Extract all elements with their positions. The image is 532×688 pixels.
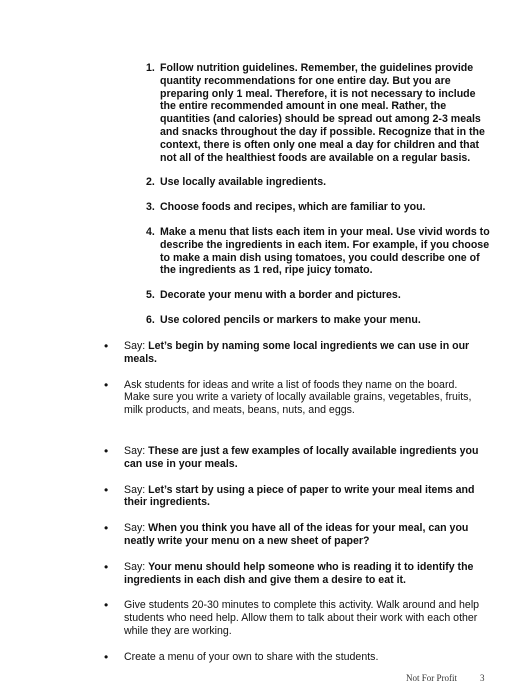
say-label: Say: xyxy=(124,522,149,535)
instruction-text: Give students 20-30 minutes to complete this activity. Walk around and help students who need help. Allow them to talk about their work with each other while they are working. xyxy=(124,599,480,637)
speech-text: Your menu should help someone who is reading it to identify the ingredients in each dish and give them a desire to eat it. xyxy=(124,560,474,586)
item-number: 4. xyxy=(146,225,155,238)
say-label: Say: xyxy=(124,444,149,457)
bullet-item xyxy=(0,561,532,587)
bullet-item xyxy=(0,522,532,548)
list-item xyxy=(0,201,532,214)
bullet-icon: • xyxy=(104,559,109,574)
speech-text: These are just a few examples of locally available ingredients you can use in your meals. xyxy=(124,444,479,470)
item-text: Use colored pencils or markers to make your menu. xyxy=(160,313,421,326)
item-number: 1. xyxy=(146,62,155,74)
item-text: Decorate your menu with a border and pictures. xyxy=(160,289,401,302)
item-text: Follow nutrition guidelines. Remember, the guidelines provide quantity recommendations for one entire day. But you are preparing only 1 meal. Therefore, it is not necessary to include the entire recommended amount in one meal. Rather, the quantities (and calories) should be spread out among 2-3 meals and snacks throughout the day if possible. Recognize that in the context, there is often only one meal a day for children and that not all of the healthiest foods are available on a regular basis. xyxy=(160,62,485,164)
bullet-icon: • xyxy=(104,377,109,392)
bullet-item xyxy=(0,445,532,471)
item-text: Choose foods and recipes, which are familiar to you. xyxy=(160,201,426,214)
bullet-item xyxy=(0,484,532,510)
bullet-item xyxy=(0,651,532,664)
bullet-item xyxy=(0,379,532,417)
item-text: Use locally available ingredients. xyxy=(160,176,327,189)
say-label: Say: xyxy=(124,560,149,573)
bullet-item xyxy=(0,340,532,366)
bullet-icon: • xyxy=(104,339,109,353)
page-number: 3 xyxy=(480,673,485,683)
bullet-icon: • xyxy=(104,649,109,664)
footer-text: Not For Profit xyxy=(406,673,458,683)
bullet-icon: • xyxy=(104,598,109,613)
item-number: 6. xyxy=(146,313,155,326)
item-number: 3. xyxy=(146,201,155,214)
bullet-item xyxy=(0,599,532,637)
list-item xyxy=(0,226,532,277)
bullet-icon: • xyxy=(104,521,109,536)
speech-text: When you think you have all of the ideas for your meal, can you neatly write your menu on a new sheet of paper? xyxy=(124,522,469,547)
instructions-list xyxy=(0,340,532,677)
list-item xyxy=(0,176,532,189)
speech-text: Let’s begin by naming some local ingredients we can use in our meals. xyxy=(124,340,470,365)
speech-text: Let’s start by using a piece of paper to write your meal items and their ingredients. xyxy=(124,483,475,509)
say-label: Say: xyxy=(124,483,149,496)
page-footer xyxy=(406,673,485,683)
list-item xyxy=(0,314,532,327)
list-item xyxy=(0,62,532,164)
say-label: Say: xyxy=(124,340,149,352)
instruction-text: Ask students for ideas and write a list of foods they name on the board. Make sure you write a variety of locally available grains, vegetables, fruits, milk products, and meats, beans, nuts, and eggs. xyxy=(124,378,472,417)
item-number: 5. xyxy=(146,289,155,302)
guidelines-list xyxy=(0,62,532,339)
item-number: 2. xyxy=(146,176,155,189)
list-item xyxy=(0,289,532,302)
instruction-text: Create a menu of your own to share with the students. xyxy=(124,650,379,663)
item-text: Make a menu that lists each item in your meal. Use vivid words to describe the ingredients in each item. For example, if you choose to make a main dish using tomatoes, you could describe one of the ingredients as 1 red, ripe juicy tomato. xyxy=(160,225,490,277)
bullet-icon: • xyxy=(104,443,109,458)
bullet-icon: • xyxy=(104,482,109,497)
